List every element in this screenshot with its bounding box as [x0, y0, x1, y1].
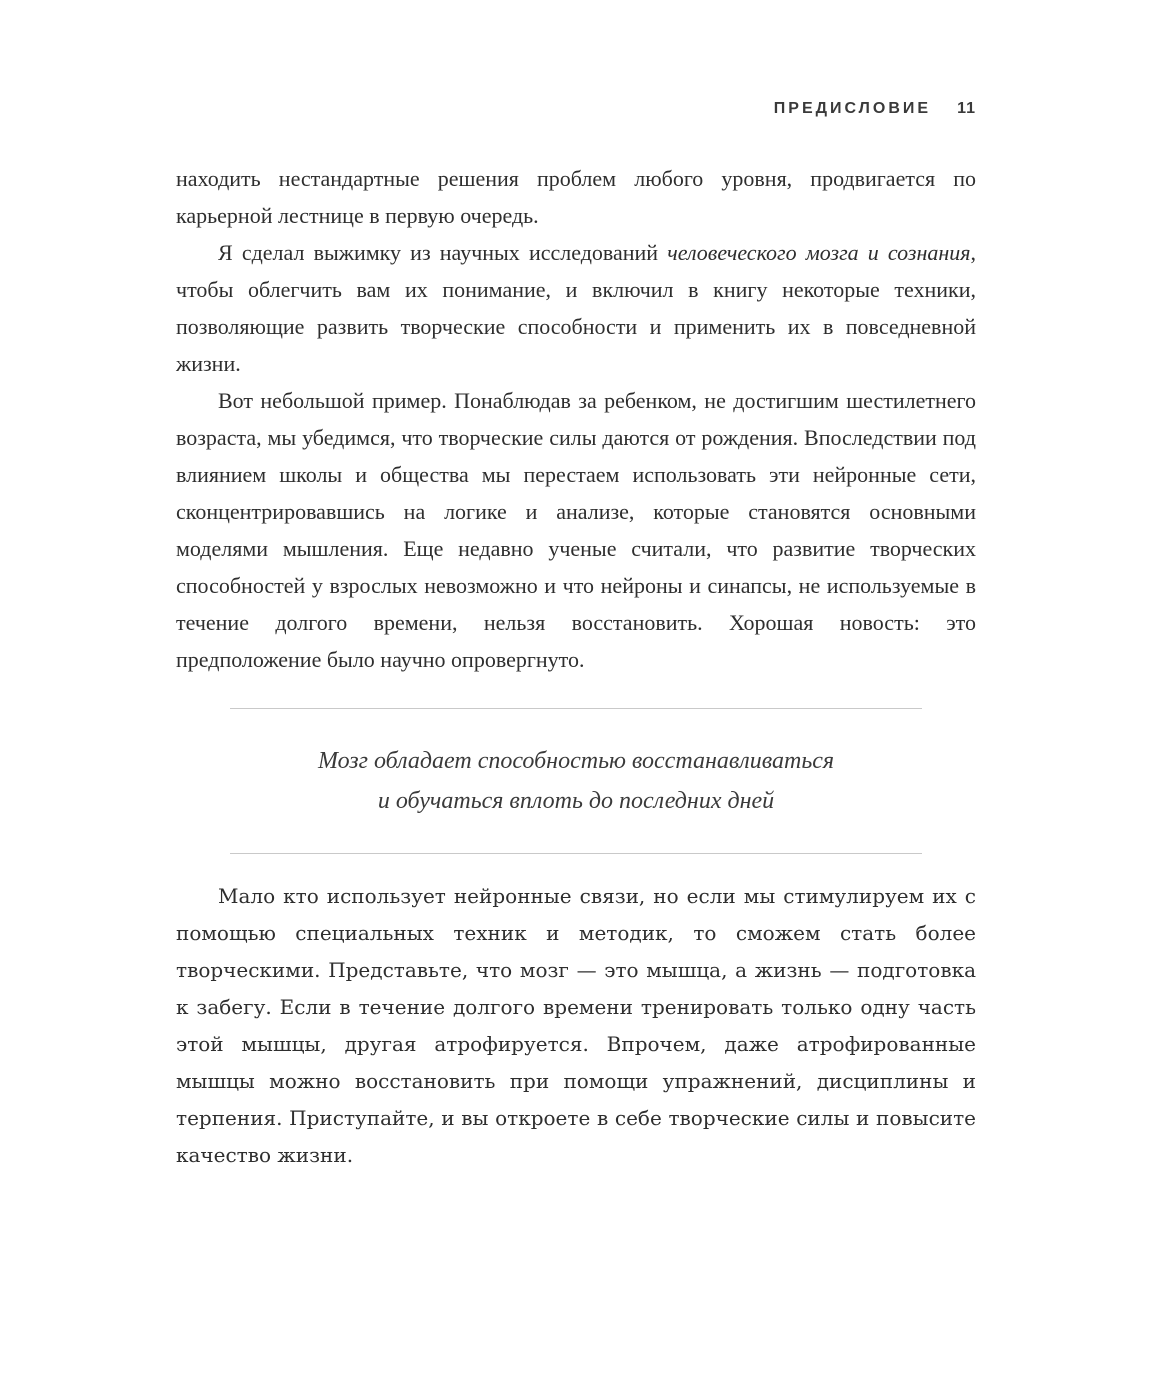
page-number: 11 — [957, 100, 976, 117]
pullquote-section — [176, 708, 976, 854]
pullquote-line-2: и обучаться вплоть до последних дней — [377, 788, 775, 814]
text-block — [176, 160, 976, 1174]
italic-text: человеческого мозга и сознания — [667, 240, 971, 265]
body-text: Мало кто использует нейронные связи, но если мы стимулируем их с помощью специальных техник и методик, то сможем стать более творческими. Представьте, что мозг — это мышца, а жизнь — подготовка к забегу. Если в течение долгого времени тренировать только одну часть этой мышцы, другая атрофируется. Впрочем, даже атрофированные мышцы можно восстановить при помощи упражнений, дисциплины и терпения. Приступайте, и вы откроете в себе творческие силы и повысите качество жизни. — [176, 884, 976, 1167]
divider-top — [230, 708, 922, 709]
body-text: Я сделал выжимку из научных исследований — [218, 240, 668, 265]
body-text: находить нестандартные решения проблем любого уровня, продвигается по карьерной лестнице в первую очередь. — [176, 166, 976, 228]
paragraphs-top — [176, 160, 976, 678]
body-text: Вот небольшой пример. Понаблюдав за ребенком, не достигшим шестилетнего возраста, мы убедимся, что творческие силы даются от рождения. Впоследствии под влиянием школы и общества мы перестаем использовать эти нейронные сети, сконцентрировавшись на логике и анализе, которые становятся основными моделями мышления. Еще недавно ученые считали, что развитие творческих способностей у взрослых невозможно и что нейроны и синапсы, не используемые в течение долгого времени, нельзя восстановить. Хорошая новость: это предположение было научно опровергнуто. — [176, 388, 976, 672]
pullquote-line-1: Мозг обладает способностью восстанавливаться — [317, 748, 835, 774]
paragraph — [176, 878, 976, 1174]
paragraph — [176, 382, 976, 678]
body-text: , чтобы облегчить вам их понимание, и включил в книгу некоторые техники, позволяющие развить творческие способности и применить их в повседневной жизни. — [176, 240, 976, 376]
page-header — [176, 100, 976, 118]
chapter-title: ПРЕДИСЛОВИЕ — [773, 100, 932, 117]
paragraph — [176, 234, 976, 382]
paragraphs-bottom — [176, 878, 976, 1174]
divider-bottom — [230, 853, 922, 854]
pullquote — [176, 741, 976, 821]
paragraph — [176, 160, 976, 234]
